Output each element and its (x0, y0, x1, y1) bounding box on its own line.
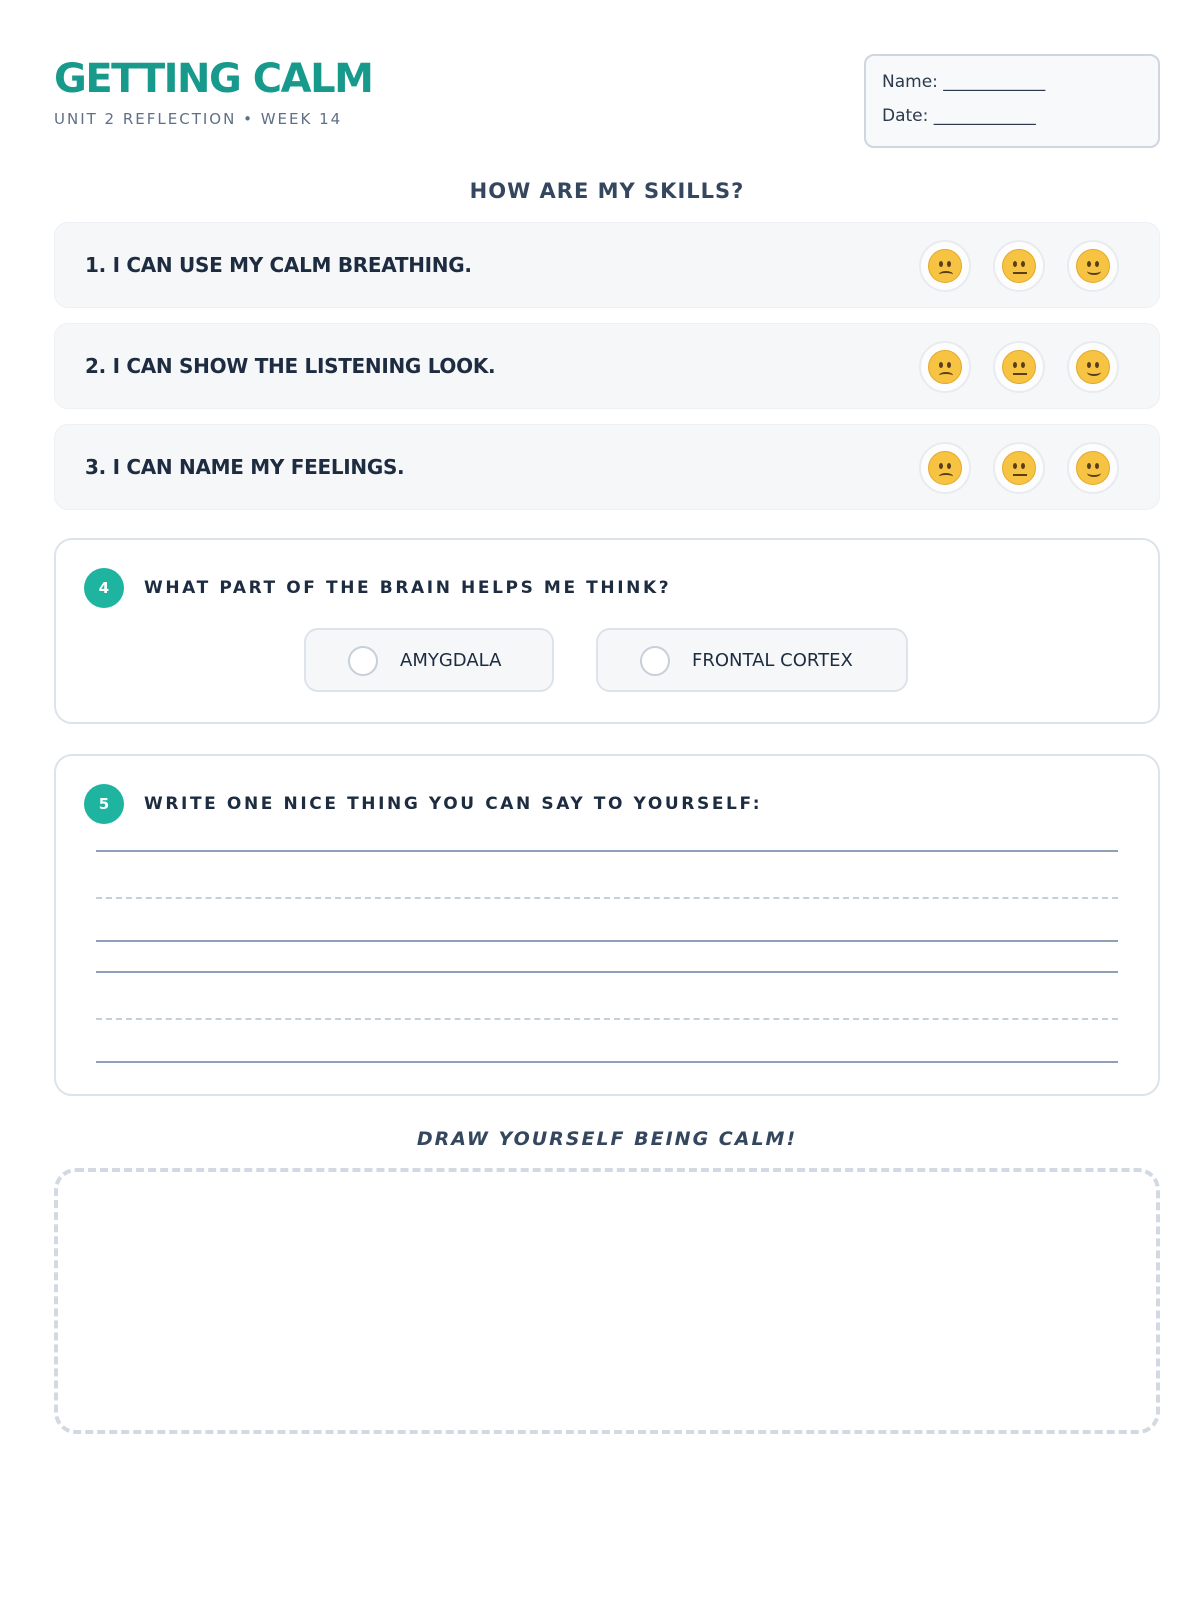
question-prompt: WRITE ONE NICE THING YOU CAN SAY TO YOURSELF: (144, 794, 763, 814)
question-prompt: WHAT PART OF THE BRAIN HELPS ME THINK? (144, 578, 672, 598)
skills-heading: HOW ARE MY SKILLS? (469, 179, 745, 203)
option-frontal-cortex[interactable] (596, 628, 908, 692)
neutral-face-icon[interactable] (993, 442, 1045, 494)
question-number-badge: 5 (84, 784, 124, 824)
happy-face-icon[interactable] (1067, 240, 1119, 292)
skill-row (54, 424, 1160, 510)
sad-face-icon[interactable] (919, 341, 971, 393)
writing-guide-line (96, 897, 1118, 899)
sad-face-icon[interactable] (919, 240, 971, 292)
writing-line[interactable] (96, 971, 1118, 973)
writing-line[interactable] (96, 850, 1118, 852)
writing-line[interactable] (96, 1061, 1118, 1063)
happy-face-icon[interactable] (1067, 442, 1119, 494)
skill-label: 1. I CAN USE MY CALM BREATHING. (85, 253, 472, 277)
question-5-card (54, 754, 1160, 1096)
skill-label: 3. I CAN NAME MY FEELINGS. (85, 455, 405, 479)
option-label: FRONTAL CORTEX (692, 650, 853, 671)
writing-line[interactable] (96, 940, 1118, 942)
option-amygdala[interactable] (304, 628, 554, 692)
skill-row (54, 222, 1160, 308)
question-4-card (54, 538, 1160, 724)
happy-face-icon[interactable] (1067, 341, 1119, 393)
radio-button[interactable] (348, 646, 378, 676)
page-title: GETTING CALM (54, 56, 373, 102)
skill-row (54, 323, 1160, 409)
sad-face-icon[interactable] (919, 442, 971, 494)
radio-button[interactable] (640, 646, 670, 676)
option-label: AMYGDALA (400, 650, 502, 671)
name-field[interactable]: Name: ____________ (882, 72, 1046, 92)
drawing-heading: DRAW YOURSELF BEING CALM! (416, 1128, 798, 1150)
page-subtitle: UNIT 2 REFLECTION • WEEK 14 (54, 110, 343, 128)
neutral-face-icon[interactable] (993, 240, 1045, 292)
date-field[interactable]: Date: ____________ (882, 106, 1036, 126)
drawing-area[interactable] (54, 1168, 1160, 1434)
neutral-face-icon[interactable] (993, 341, 1045, 393)
question-number-badge: 4 (84, 568, 124, 608)
skill-label: 2. I CAN SHOW THE LISTENING LOOK. (85, 354, 496, 378)
name-date-box (864, 54, 1160, 148)
writing-guide-line (96, 1018, 1118, 1020)
